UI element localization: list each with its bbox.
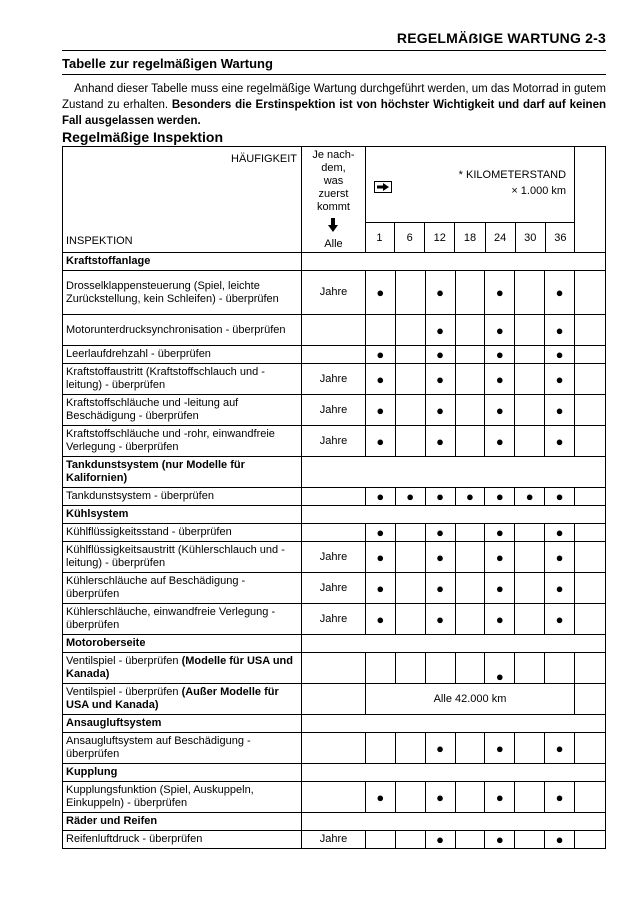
empty-km-cell <box>515 364 545 395</box>
service-dot: ● <box>485 782 515 813</box>
last-column-cell <box>575 782 606 813</box>
service-dot: ● <box>425 426 455 457</box>
inspection-item: Tankdunstsystem - überprüfen <box>63 488 302 506</box>
inspection-item-text: Ventilspiel - überprüfen <box>66 655 182 667</box>
service-dot: ● <box>485 364 515 395</box>
last-column-cell <box>575 831 606 849</box>
empty-km-cell <box>395 426 425 457</box>
service-dot: ● <box>545 346 575 364</box>
last-column-cell <box>575 346 606 364</box>
km-columns <box>365 222 575 253</box>
last-column-cell <box>575 684 606 715</box>
frequency-value: Jahre <box>302 542 366 573</box>
frequency-value <box>302 733 366 764</box>
last-column-cell <box>575 426 606 457</box>
empty-km-cell <box>365 831 395 849</box>
service-dot: ● <box>485 346 515 364</box>
km-column-24: 24 <box>485 223 515 253</box>
empty-km-cell <box>395 782 425 813</box>
empty-km-cell <box>455 604 485 635</box>
frequency-value: Jahre <box>302 831 366 849</box>
service-dot: ● <box>365 542 395 573</box>
empty-km-cell <box>395 364 425 395</box>
whichever-first-label: Je nach- dem, was zuerst kommt <box>312 149 355 213</box>
last-column-cell <box>575 488 606 506</box>
frequency-value: Jahre <box>302 426 366 457</box>
service-dot: ● <box>545 831 575 849</box>
table-row <box>63 573 606 604</box>
table-row <box>63 653 606 684</box>
empty-km-cell <box>395 524 425 542</box>
frequency-value: Jahre <box>302 395 366 426</box>
empty-km-cell <box>515 733 545 764</box>
km-label: * KILOMETERSTAND <box>458 169 567 181</box>
table-row <box>63 782 606 813</box>
km-column-30: 30 <box>515 223 545 253</box>
frequency-value: Jahre <box>302 364 366 395</box>
service-dot: ● <box>545 524 575 542</box>
last-column-cell <box>575 271 606 315</box>
last-column-cell <box>575 573 606 604</box>
frequency-value <box>302 488 366 506</box>
empty-km-cell <box>515 831 545 849</box>
category-filler <box>302 457 606 488</box>
service-dot: ● <box>365 364 395 395</box>
service-dot: ● <box>545 542 575 573</box>
right-arrow-icon <box>374 181 392 197</box>
inspection-item: Reifenluftdruck - überprüfen <box>63 831 302 849</box>
category-row <box>63 715 606 733</box>
service-dot: ● <box>485 573 515 604</box>
last-column-cell <box>575 542 606 573</box>
frequency-value <box>302 346 366 364</box>
service-dot: ● <box>425 315 455 346</box>
inspection-item: Leerlaufdrehzahl - überprüfen <box>63 346 302 364</box>
section-title: Tabelle zur regelmäßigen Wartung <box>62 56 273 71</box>
service-dot: ● <box>425 542 455 573</box>
km-column-36: 36 <box>545 223 575 253</box>
km-column-12: 12 <box>424 223 454 253</box>
service-dot: ● <box>545 395 575 426</box>
table-row <box>63 684 606 715</box>
service-dot: ● <box>425 782 455 813</box>
last-column-cell <box>575 524 606 542</box>
table-row <box>63 364 606 395</box>
service-dot: ● <box>425 395 455 426</box>
frequency-value <box>302 524 366 542</box>
service-dot: ● <box>365 488 395 506</box>
category-row <box>63 635 606 653</box>
table-row <box>63 524 606 542</box>
inspection-item-model-note: (Außer Modelle für USA und Kanada) <box>66 686 279 711</box>
table-row <box>63 733 606 764</box>
frequency-value <box>302 782 366 813</box>
header-rule <box>62 50 606 51</box>
inspection-item: Kühlerschläuche, einwandfreie Verlegung - überprüfen <box>63 604 302 635</box>
table-row <box>63 315 606 346</box>
category-name: Kühlsystem <box>63 506 302 524</box>
service-dot: ● <box>485 488 515 506</box>
category-row <box>63 253 606 271</box>
service-dot: ● <box>485 604 515 635</box>
inspection-item: Ansaugluftsystem auf Beschädigung - überprüfen <box>63 733 302 764</box>
service-dot: ● <box>485 524 515 542</box>
category-name: Kupplung <box>63 764 302 782</box>
service-dot: ● <box>425 573 455 604</box>
empty-km-cell <box>365 315 395 346</box>
service-dot: ● <box>365 346 395 364</box>
inspection-item: Kraftstoffschläuche und -rohr, einwandfreie Verlegung - überprüfen <box>63 426 302 457</box>
service-dot: ● <box>485 315 515 346</box>
km-column-18: 18 <box>454 223 484 253</box>
empty-km-cell <box>455 782 485 813</box>
category-filler <box>302 715 606 733</box>
service-dot: ● <box>365 604 395 635</box>
empty-km-cell <box>395 653 425 684</box>
empty-km-cell <box>395 604 425 635</box>
empty-km-cell <box>455 364 485 395</box>
service-dot: ● <box>485 831 515 849</box>
empty-km-cell <box>455 831 485 849</box>
empty-km-cell <box>515 653 545 684</box>
category-name: Motoroberseite <box>63 635 302 653</box>
empty-km-cell <box>395 573 425 604</box>
service-dot: ● <box>425 733 455 764</box>
category-filler <box>302 506 606 524</box>
service-dot: ● <box>485 271 515 315</box>
service-dot: ● <box>545 426 575 457</box>
last-column-cell <box>575 653 606 684</box>
category-name: Tankdunstsystem (nur Modelle für Kalifornien) <box>63 457 302 488</box>
empty-km-cell <box>365 653 395 684</box>
empty-km-cell <box>395 733 425 764</box>
category-filler <box>302 764 606 782</box>
empty-km-cell <box>365 733 395 764</box>
section-rule <box>62 74 606 75</box>
service-dot: ● <box>545 604 575 635</box>
table-row <box>63 395 606 426</box>
frequency-value <box>302 653 366 684</box>
frequency-value: Jahre <box>302 271 366 315</box>
inspection-item: Kühlflüssigkeitsstand - überprüfen <box>63 524 302 542</box>
last-column-cell <box>575 315 606 346</box>
empty-km-cell <box>515 782 545 813</box>
service-dot: ● <box>485 733 515 764</box>
category-name: Ansaugluftsystem <box>63 715 302 733</box>
km-title <box>459 167 566 199</box>
frequency-value: Jahre <box>302 573 366 604</box>
table-row <box>63 542 606 573</box>
intro-bold-text: Besonders die Erstinspektion ist von höchster Wichtigkeit und darf auf keinen Fall ausgelassen werden. <box>62 99 606 127</box>
inspection-item-model-note: (Modelle für USA und Kanada) <box>66 655 293 680</box>
empty-km-cell <box>455 271 485 315</box>
inspection-item: Motorunterdrucksynchronisation - überprüfen <box>63 315 302 346</box>
category-row <box>63 457 606 488</box>
empty-km-cell <box>425 653 455 684</box>
inspection-item: Kühlflüssigkeitsaustritt (Kühlerschlauch und -leitung) - überprüfen <box>63 542 302 573</box>
inspection-item: Drosselklappensteuerung (Spiel, leichte Zurückstellung, kein Schleifen) - überprüfen <box>63 271 302 315</box>
inspection-item: Kupplungsfunktion (Spiel, Auskuppeln, Einkuppeln) - überprüfen <box>63 782 302 813</box>
service-dot: ● <box>365 573 395 604</box>
service-dot: ● <box>365 782 395 813</box>
inspection-label: INSPEKTION <box>66 235 133 247</box>
service-dot: ● <box>485 653 515 684</box>
empty-km-cell <box>545 653 575 684</box>
service-dot: ● <box>365 395 395 426</box>
category-row <box>63 506 606 524</box>
empty-km-cell <box>455 426 485 457</box>
empty-km-cell <box>395 542 425 573</box>
empty-km-cell <box>455 315 485 346</box>
empty-km-cell <box>515 395 545 426</box>
whichever-first-cell <box>302 147 366 253</box>
empty-km-cell <box>455 524 485 542</box>
service-dot: ● <box>425 346 455 364</box>
frequency-value <box>302 315 366 346</box>
category-row <box>63 764 606 782</box>
service-dot: ● <box>485 426 515 457</box>
empty-km-cell <box>395 831 425 849</box>
empty-km-cell <box>515 573 545 604</box>
table-row <box>63 346 606 364</box>
empty-km-cell <box>515 426 545 457</box>
table-row <box>63 426 606 457</box>
last-column-cell <box>575 604 606 635</box>
service-dot: ● <box>425 604 455 635</box>
empty-km-cell <box>395 315 425 346</box>
service-dot: ● <box>485 395 515 426</box>
empty-km-cell <box>455 733 485 764</box>
header-last-cell <box>575 147 606 253</box>
service-dot: ● <box>545 573 575 604</box>
empty-km-cell <box>455 542 485 573</box>
service-dot: ● <box>545 271 575 315</box>
subsection-title: Regelmäßige Inspektion <box>62 129 224 145</box>
service-dot: ● <box>515 488 545 506</box>
frequency-value <box>302 684 366 715</box>
inspection-item: Kraftstoffschläuche und -leitung auf Beschädigung - überprüfen <box>63 395 302 426</box>
empty-km-cell <box>515 346 545 364</box>
frequency-label: HÄUFIGKEIT <box>231 153 298 165</box>
frequency-value: Jahre <box>302 604 366 635</box>
service-dot: ● <box>485 542 515 573</box>
category-filler <box>302 253 606 271</box>
service-dot: ● <box>545 733 575 764</box>
down-arrow-icon <box>305 218 362 236</box>
header-frequency-inspection-cell <box>63 147 302 253</box>
km-header-cell <box>365 147 574 253</box>
every-label: Alle <box>324 238 343 250</box>
inspection-item: Kraftstoffaustritt (Kraftstoffschlauch und -leitung) - überprüfen <box>63 364 302 395</box>
table-row <box>63 831 606 849</box>
empty-km-cell <box>455 573 485 604</box>
inspection-item: Kühlerschläuche auf Beschädigung - überprüfen <box>63 573 302 604</box>
service-dot: ● <box>425 271 455 315</box>
table-row <box>63 604 606 635</box>
km-column-1: 1 <box>376 232 383 244</box>
empty-km-cell <box>455 346 485 364</box>
service-dot: ● <box>545 315 575 346</box>
service-dot: ● <box>425 364 455 395</box>
service-dot: ● <box>395 488 425 506</box>
empty-km-cell <box>395 271 425 315</box>
service-dot: ● <box>365 426 395 457</box>
empty-km-cell <box>515 271 545 315</box>
interval-span-text: Alle 42.000 km <box>365 684 574 715</box>
km-column-6: 6 <box>394 223 424 253</box>
empty-km-cell <box>515 542 545 573</box>
table-row <box>63 488 606 506</box>
maintenance-table <box>62 146 606 849</box>
inspection-item <box>63 653 302 684</box>
last-column-cell <box>575 364 606 395</box>
service-dot: ● <box>425 524 455 542</box>
empty-km-cell <box>395 395 425 426</box>
category-filler <box>302 813 606 831</box>
category-filler <box>302 635 606 653</box>
service-dot: ● <box>365 271 395 315</box>
service-dot: ● <box>365 524 395 542</box>
table-header-row <box>63 147 606 253</box>
empty-km-cell <box>455 395 485 426</box>
service-dot: ● <box>545 782 575 813</box>
km-unit: × 1.000 km <box>511 185 567 197</box>
table-row <box>63 271 606 315</box>
empty-km-cell <box>515 315 545 346</box>
category-name: Kraftstoffanlage <box>63 253 302 271</box>
service-dot: ● <box>545 364 575 395</box>
page-header-title: REGELMÄẞIGE WARTUNG 2-3 <box>396 30 606 46</box>
category-name: Räder und Reifen <box>63 813 302 831</box>
empty-km-cell <box>515 604 545 635</box>
service-dot: ● <box>455 488 485 506</box>
inspection-item <box>63 684 302 715</box>
empty-km-cell <box>515 524 545 542</box>
intro-normal-text: Anhand dieser Tabelle muss eine regelmäßige Wartung durchgeführt werden, um das Motorrad in gutem Zustand zu erhalten. <box>62 83 606 111</box>
empty-km-cell <box>395 346 425 364</box>
service-dot: ● <box>545 488 575 506</box>
category-row <box>63 813 606 831</box>
inspection-item-text: Ventilspiel - überprüfen <box>66 686 182 698</box>
empty-km-cell <box>455 653 485 684</box>
last-column-cell <box>575 395 606 426</box>
service-dot: ● <box>425 831 455 849</box>
intro-paragraph <box>62 81 606 129</box>
last-column-cell <box>575 733 606 764</box>
service-dot: ● <box>425 488 455 506</box>
